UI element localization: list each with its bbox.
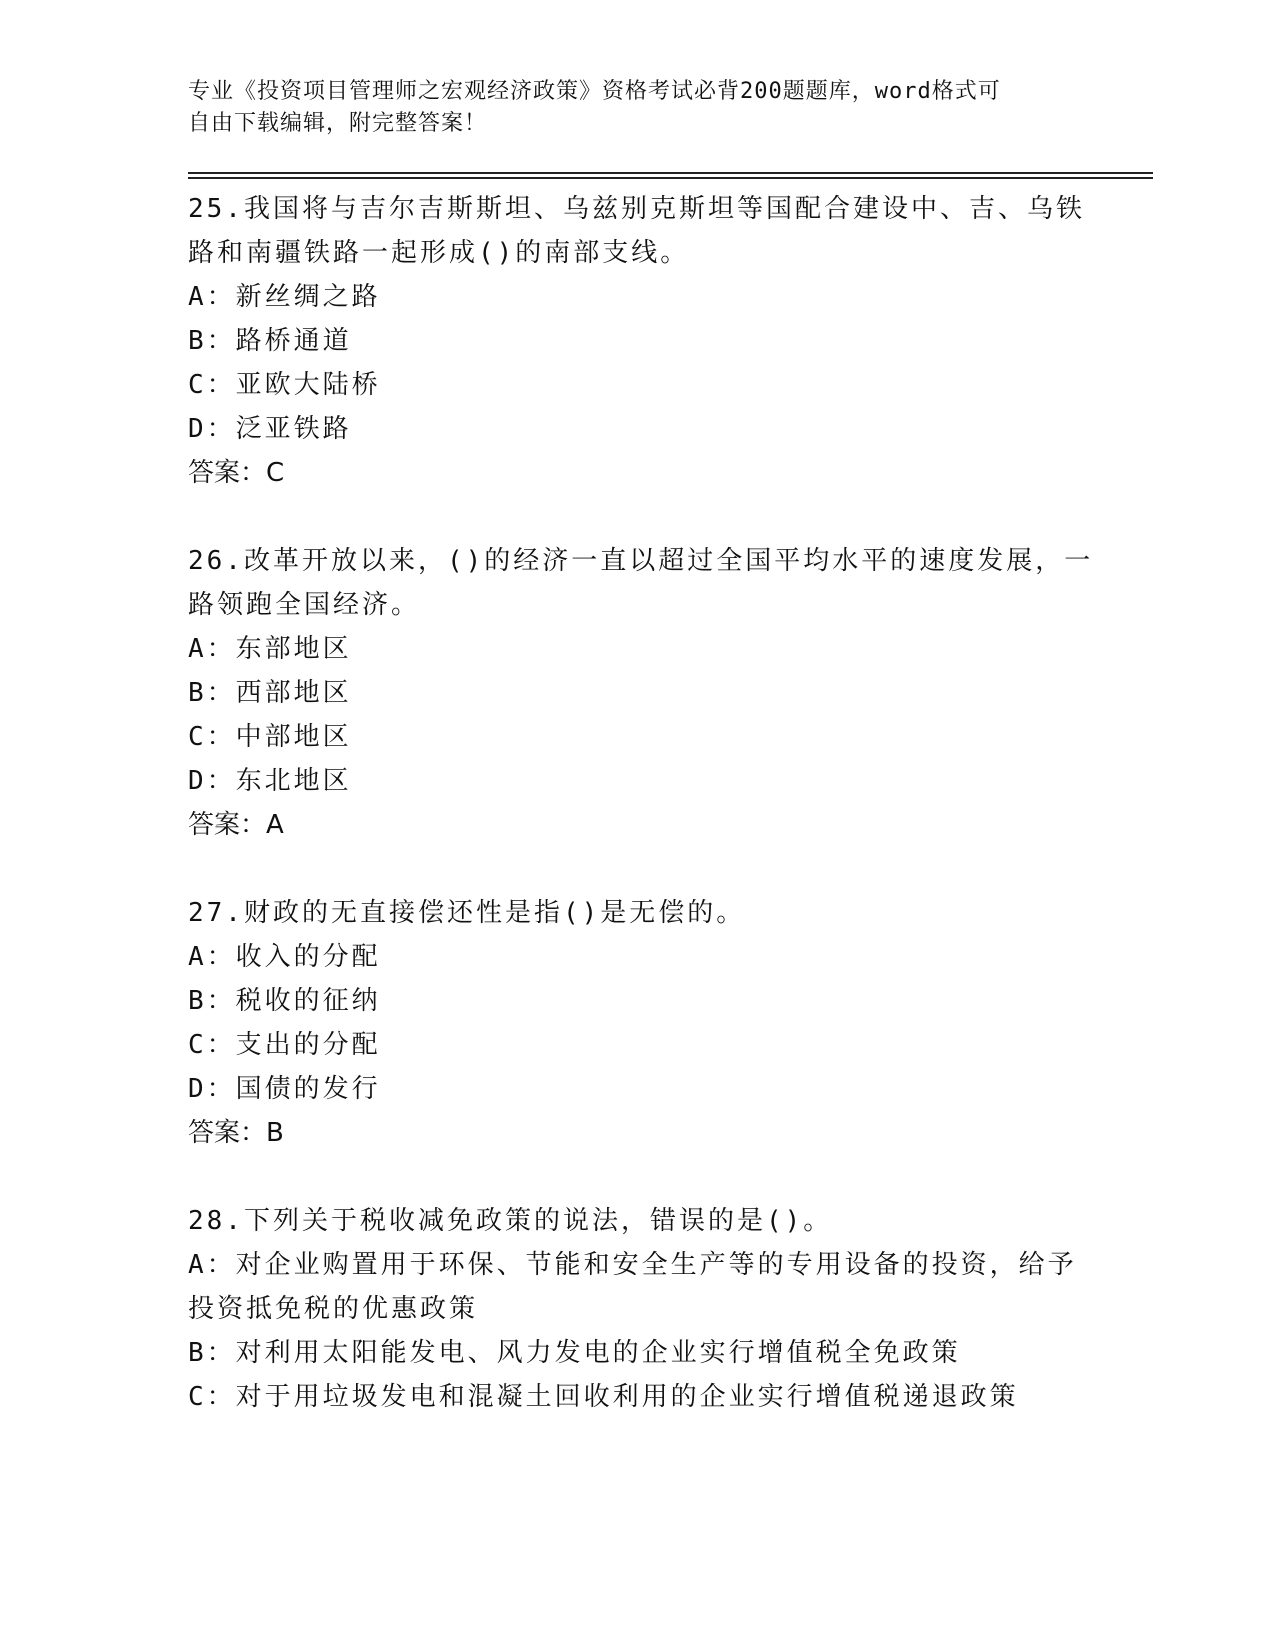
question-25-option-b: B：路桥通道 [188, 326, 352, 356]
question-26-option-a: A：东部地区 [188, 634, 352, 664]
question-27-answer: 答案：B [188, 1118, 284, 1148]
question-28-stem-line-1: 28.下列关于税收减免政策的说法，错误的是()。 [188, 1206, 833, 1236]
question-27-option-d: D：国债的发行 [188, 1074, 381, 1104]
question-25-stem-line-2: 路和南疆铁路一起形成()的南部支线。 [188, 238, 690, 268]
question-28-option-a-line-1: A：对企业购置用于环保、节能和安全生产等的专用设备的投资，给予 [188, 1250, 1077, 1280]
question-27-option-a: A：收入的分配 [188, 942, 381, 972]
question-27-option-b: B：税收的征纳 [188, 986, 381, 1016]
question-27-stem-line-1: 27.财政的无直接偿还性是指()是无偿的。 [188, 898, 746, 928]
question-25-option-a: A：新丝绸之路 [188, 282, 381, 312]
document-title-line-2: 自由下载编辑，附完整答案！ [188, 111, 488, 136]
document-title-line-1: 专业《投资项目管理师之宏观经济政策》资格考试必背200题题库，word格式可 [188, 79, 1001, 104]
question-26-stem-line-2: 路领跑全国经济。 [188, 590, 421, 620]
question-26-option-d: D：东北地区 [188, 766, 352, 796]
question-25-answer: 答案：C [188, 458, 285, 488]
question-27-option-c: C：支出的分配 [188, 1030, 381, 1060]
question-28-option-b: B：对利用太阳能发电、风力发电的企业实行增值税全免政策 [188, 1338, 961, 1368]
question-25-option-c: C：亚欧大陆桥 [188, 370, 381, 400]
header-divider-bottom [188, 177, 1153, 179]
question-26-stem-line-1: 26.改革开放以来，()的经济一直以超过全国平均水平的速度发展，一 [188, 546, 1094, 576]
question-28-option-a-line-2: 投资抵免税的优惠政策 [188, 1294, 479, 1324]
question-26-option-b: B：西部地区 [188, 678, 352, 708]
question-25-option-d: D：泛亚铁路 [188, 414, 352, 444]
header-divider-top [188, 172, 1153, 174]
question-26-option-c: C：中部地区 [188, 722, 352, 752]
question-25-stem-line-1: 25.我国将与吉尔吉斯斯坦、乌兹别克斯坦等国配合建设中、吉、乌铁 [188, 194, 1085, 224]
question-26-answer: 答案：A [188, 810, 284, 840]
question-28-option-c: C：对于用垃圾发电和混凝土回收利用的企业实行增值税递退政策 [188, 1382, 1019, 1412]
